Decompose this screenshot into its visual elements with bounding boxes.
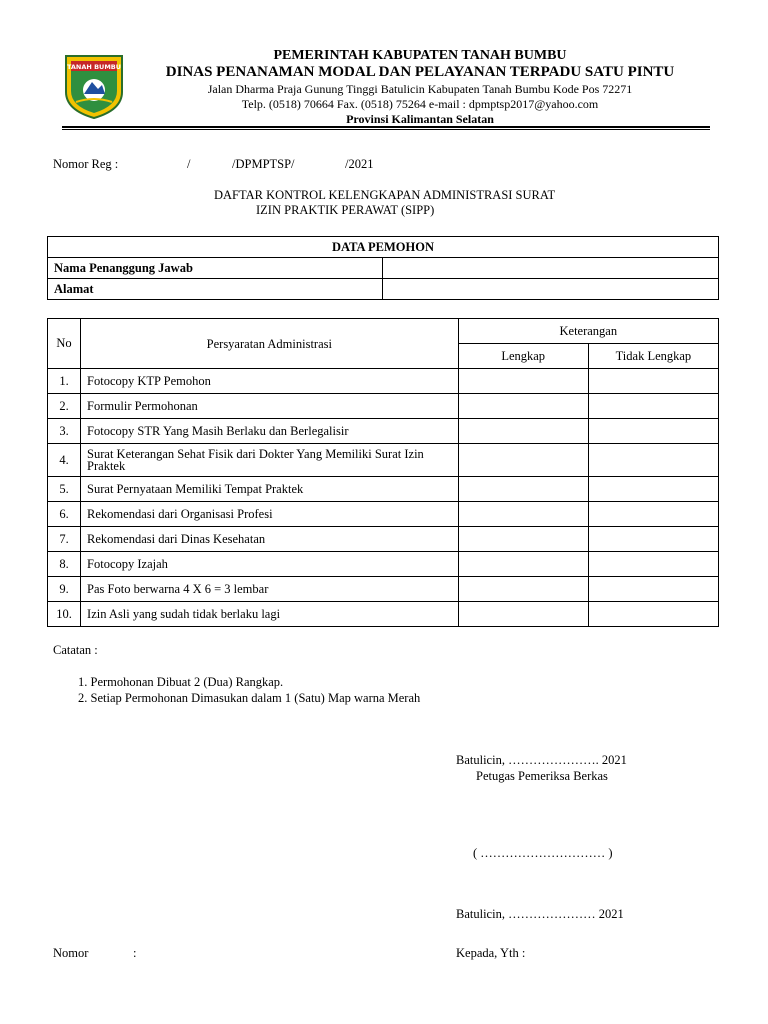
complete-check-cell[interactable] — [458, 502, 588, 527]
row-number: 9. — [48, 577, 81, 602]
letterhead-government: PEMERINTAH KABUPATEN TANAH BUMBU — [273, 48, 567, 63]
letterhead-address: Jalan Dharma Praja Gunung Tinggi Batulicin Kabupaten Tanah Bumbu Kode Pos 72271 — [207, 82, 633, 96]
document-subtitle: IZIN PRAKTIK PERAWAT (SIPP) — [256, 203, 435, 217]
requirement-text: Rekomendasi dari Dinas Kesehatan — [81, 527, 459, 552]
regency-logo — [62, 52, 126, 120]
requirement-text: Fotocopy KTP Pemohon — [81, 369, 459, 394]
responsible-name-field[interactable] — [383, 258, 719, 279]
requirements-table — [47, 318, 719, 627]
column-header-no: No — [48, 319, 81, 369]
row-number: 10. — [48, 602, 81, 627]
requirement-text: Formulir Permohonan — [81, 394, 459, 419]
table-row — [48, 258, 719, 279]
footer-recipient-label: Kepada, Yth : — [456, 946, 526, 960]
table-row — [48, 394, 719, 419]
column-header-notes: Keterangan — [458, 319, 718, 344]
complete-check-cell[interactable] — [458, 369, 588, 394]
signature-place-date: Batulicin, …………………. 2021 — [456, 753, 627, 767]
requirement-text: Fotocopy Izajah — [81, 552, 459, 577]
incomplete-check-cell[interactable] — [588, 394, 718, 419]
row-number: 8. — [48, 552, 81, 577]
table-row — [48, 419, 719, 444]
requirement-text: Pas Foto berwarna 4 X 6 = 3 lembar — [81, 577, 459, 602]
table-row — [48, 602, 719, 627]
table-row — [48, 279, 719, 300]
incomplete-check-cell[interactable] — [588, 444, 718, 477]
footer-nomor-label: Nomor — [53, 946, 89, 960]
row-number: 2. — [48, 394, 81, 419]
notes-list — [78, 674, 420, 706]
complete-check-cell[interactable] — [458, 527, 588, 552]
row-number: 4. — [48, 444, 81, 477]
nomor-reg-agency: /DPMPTSP/ — [232, 157, 295, 171]
table-row — [48, 477, 719, 502]
incomplete-check-cell[interactable] — [588, 602, 718, 627]
nomor-reg-slash: / — [187, 157, 191, 171]
letterhead-contact: Telp. (0518) 70664 Fax. (0518) 75264 e-mail : dpmptsp2017@yahoo.com — [241, 97, 599, 111]
document-title: DAFTAR KONTROL KELENGKAPAN ADMINISTRASI SURAT — [214, 188, 556, 202]
address-label: Alamat — [48, 279, 383, 300]
table-row — [48, 444, 719, 477]
row-number: 6. — [48, 502, 81, 527]
incomplete-check-cell[interactable] — [588, 419, 718, 444]
incomplete-check-cell[interactable] — [588, 552, 718, 577]
nomor-reg-year: /2021 — [345, 157, 374, 171]
table-row — [48, 502, 719, 527]
address-field[interactable] — [383, 279, 719, 300]
logo-text: TANAH BUMBU — [66, 63, 122, 71]
complete-check-cell[interactable] — [458, 444, 588, 477]
requirement-text: Izin Asli yang sudah tidak berlaku lagi — [81, 602, 459, 627]
complete-check-cell[interactable] — [458, 419, 588, 444]
incomplete-check-cell[interactable] — [588, 502, 718, 527]
column-header-requirements: Persyaratan Administrasi — [81, 319, 459, 369]
column-header-complete: Lengkap — [458, 344, 588, 369]
column-header-incomplete: Tidak Lengkap — [588, 344, 718, 369]
note-item: 2. Setiap Permohonan Dimasukan dalam 1 (Satu) Map warna Merah — [78, 691, 421, 705]
letterhead-province: Provinsi Kalimantan Selatan — [346, 112, 494, 126]
letterhead-rule-thick — [62, 126, 710, 128]
footer-place-date: Batulicin, ………………… 2021 — [456, 907, 624, 921]
responsible-name-label: Nama Penanggung Jawab — [48, 258, 383, 279]
incomplete-check-cell[interactable] — [588, 477, 718, 502]
complete-check-cell[interactable] — [458, 577, 588, 602]
complete-check-cell[interactable] — [458, 602, 588, 627]
requirement-text: Surat Keterangan Sehat Fisik dari Dokter Yang Memiliki Surat Izin Praktek — [81, 444, 459, 477]
incomplete-check-cell[interactable] — [588, 577, 718, 602]
letterhead-rule-thin — [62, 129, 710, 130]
applicant-data-header: DATA PEMOHON — [48, 237, 719, 258]
complete-check-cell[interactable] — [458, 477, 588, 502]
requirement-text: Fotocopy STR Yang Masih Berlaku dan Berlegalisir — [81, 419, 459, 444]
signature-role: Petugas Pemeriksa Berkas — [476, 769, 608, 783]
row-number: 7. — [48, 527, 81, 552]
complete-check-cell[interactable] — [458, 552, 588, 577]
row-number: 3. — [48, 419, 81, 444]
signature-name-blank: ( ………………………… ) — [473, 846, 613, 860]
letterhead-agency: DINAS PENANAMAN MODAL DAN PELAYANAN TERPADU SATU PINTU — [165, 64, 675, 80]
row-number: 1. — [48, 369, 81, 394]
note-item: 1. Permohonan Dibuat 2 (Dua) Rangkap. — [78, 675, 284, 689]
table-row — [48, 369, 719, 394]
nomor-reg-label: Nomor Reg : — [53, 157, 119, 171]
applicant-data-table — [47, 236, 719, 300]
footer-nomor-colon: : — [133, 946, 137, 960]
table-row — [48, 577, 719, 602]
requirement-text: Surat Pernyataan Memiliki Tempat Praktek — [81, 477, 459, 502]
incomplete-check-cell[interactable] — [588, 369, 718, 394]
requirement-text: Rekomendasi dari Organisasi Profesi — [81, 502, 459, 527]
complete-check-cell[interactable] — [458, 394, 588, 419]
incomplete-check-cell[interactable] — [588, 527, 718, 552]
table-row — [48, 552, 719, 577]
notes-label: Catatan : — [53, 643, 98, 657]
row-number: 5. — [48, 477, 81, 502]
table-row — [48, 527, 719, 552]
